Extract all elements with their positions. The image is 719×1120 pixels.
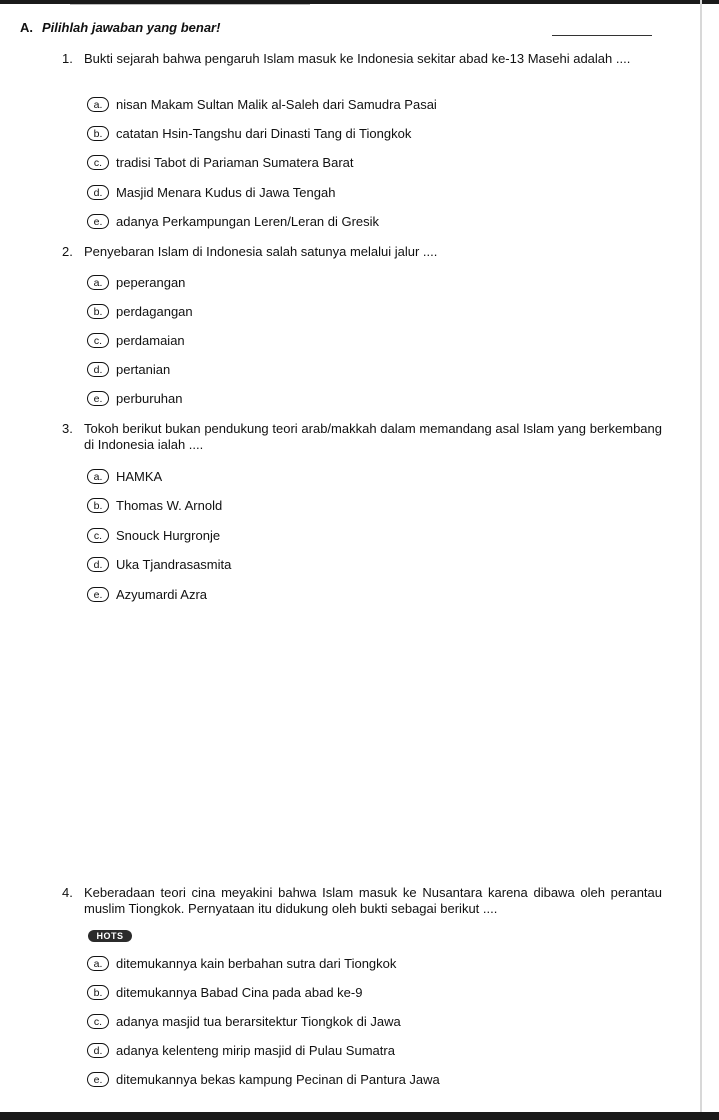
question-text: Keberadaan teori cina meyakini bahwa Islam masuk ke Nusantara karena dibawa oleh perantau muslim Tiongkok. Pernyataan itu didukung oleh bukti sebagai berikut .... (84, 885, 662, 916)
question-number: 1. (62, 51, 73, 66)
question-3 (62, 421, 662, 453)
top-rule (70, 4, 310, 5)
option-4b[interactable] (87, 983, 362, 1001)
question-2 (62, 244, 662, 260)
option-letter: b. (87, 126, 109, 141)
question-text: Penyebaran Islam di Indonesia salah satunya melalui jalur .... (84, 244, 438, 259)
option-letter: e. (87, 587, 109, 602)
option-letter: c. (87, 528, 109, 543)
page-edge (700, 0, 702, 1120)
option-letter: b. (87, 498, 109, 513)
option-4d[interactable] (87, 1041, 395, 1059)
option-letter: e. (87, 1072, 109, 1087)
option-letter: d. (87, 1043, 109, 1058)
option-text: Snouck Hurgronje (116, 527, 221, 543)
option-1a[interactable] (87, 95, 437, 113)
option-text: pertanian (116, 361, 171, 377)
question-1 (62, 51, 662, 67)
option-2d[interactable] (87, 360, 170, 378)
option-2e[interactable] (87, 389, 183, 407)
section-heading (20, 20, 220, 35)
hots-badge: HOTS (88, 930, 132, 942)
option-letter: d. (87, 185, 109, 200)
option-text: peperangan (116, 274, 186, 290)
question-number: 2. (62, 244, 73, 259)
option-2c[interactable] (87, 331, 185, 349)
option-text: ditemukannya bekas kampung Pecinan di Pantura Jawa (116, 1071, 440, 1087)
option-1d[interactable] (87, 183, 335, 201)
header-rule (552, 35, 652, 36)
option-letter: d. (87, 557, 109, 572)
question-text: Bukti sejarah bahwa pengaruh Islam masuk ke Indonesia sekitar abad ke-13 Masehi adalah .... (84, 51, 631, 66)
section-title: Pilihlah jawaban yang benar! (42, 20, 221, 35)
option-3a[interactable] (87, 467, 162, 485)
bottom-border (0, 1112, 719, 1120)
option-4c[interactable] (87, 1012, 401, 1030)
option-letter: e. (87, 214, 109, 229)
option-3e[interactable] (87, 585, 207, 603)
option-text: perdagangan (116, 303, 193, 319)
option-letter: c. (87, 333, 109, 348)
option-text: perdamaian (116, 332, 185, 348)
option-letter: a. (87, 956, 109, 971)
option-1c[interactable] (87, 153, 354, 171)
option-letter: c. (87, 155, 109, 170)
option-1b[interactable] (87, 124, 411, 142)
option-1e[interactable] (87, 212, 379, 230)
option-text: ditemukannya Babad Cina pada abad ke-9 (116, 984, 363, 1000)
option-4e[interactable] (87, 1070, 440, 1088)
option-letter: a. (87, 97, 109, 112)
option-3d[interactable] (87, 555, 231, 573)
option-text: adanya masjid tua berarsitektur Tiongkok di Jawa (116, 1013, 401, 1029)
option-text: catatan Hsin-Tangshu dari Dinasti Tang di Tiongkok (116, 125, 412, 141)
section-letter: A. (20, 20, 33, 35)
option-letter: b. (87, 304, 109, 319)
question-number: 3. (62, 421, 73, 436)
option-letter: b. (87, 985, 109, 1000)
question-number: 4. (62, 885, 73, 900)
option-text: Masjid Menara Kudus di Jawa Tengah (116, 184, 336, 200)
option-letter: e. (87, 391, 109, 406)
option-text: Uka Tjandrasasmita (116, 556, 232, 572)
question-4 (62, 885, 662, 917)
option-text: Azyumardi Azra (116, 586, 208, 602)
option-text: adanya kelenteng mirip masjid di Pulau Sumatra (116, 1042, 395, 1058)
option-text: tradisi Tabot di Pariaman Sumatera Barat (116, 154, 354, 170)
option-text: nisan Makam Sultan Malik al-Saleh dari Samudra Pasai (116, 96, 437, 112)
option-text: adanya Perkampungan Leren/Leran di Gresik (116, 213, 380, 229)
question-text: Tokoh berikut bukan pendukung teori arab/makkah dalam memandang asal Islam yang berkembang di Indonesia ialah .... (84, 421, 662, 452)
option-4a[interactable] (87, 954, 396, 972)
option-text: perburuhan (116, 390, 183, 406)
option-3b[interactable] (87, 496, 222, 514)
option-3c[interactable] (87, 526, 220, 544)
option-letter: c. (87, 1014, 109, 1029)
option-letter: a. (87, 275, 109, 290)
option-text: ditemukannya kain berbahan sutra dari Tiongkok (116, 955, 397, 971)
option-2b[interactable] (87, 302, 193, 320)
option-text: Thomas W. Arnold (116, 497, 223, 513)
option-text: HAMKA (116, 468, 163, 484)
option-letter: d. (87, 362, 109, 377)
option-2a[interactable] (87, 273, 185, 291)
option-letter: a. (87, 469, 109, 484)
